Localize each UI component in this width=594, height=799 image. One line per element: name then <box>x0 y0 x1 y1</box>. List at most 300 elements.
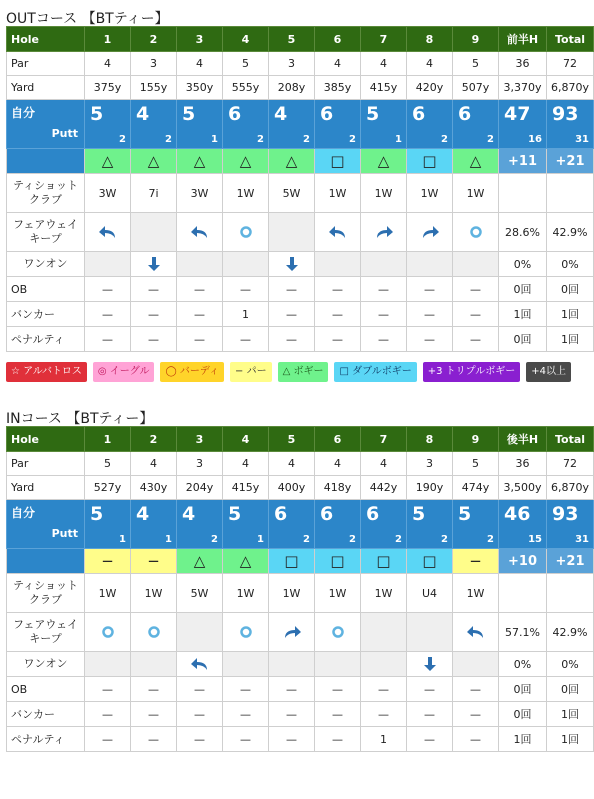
legend-item: ◎ イーグル <box>93 362 155 382</box>
bunker-cell: 1回 <box>499 302 547 327</box>
one-on-label: ワンオン <box>7 652 85 677</box>
fairway-cell <box>85 613 131 652</box>
score-cell <box>315 500 361 549</box>
ob-cell: — <box>453 277 499 302</box>
ob-cell: — <box>131 677 177 702</box>
fairway-cell <box>269 213 315 252</box>
penalty-cell: — <box>223 727 269 752</box>
tee-club-cell: 1W <box>407 174 453 213</box>
result-cell <box>453 549 499 574</box>
fairway-right-arrow-icon <box>420 225 440 238</box>
stroke-count: 6 <box>320 103 334 125</box>
tee-club-cell: 1W <box>223 574 269 613</box>
yard-cell: 6,870y <box>547 476 594 500</box>
one-on-cell <box>361 252 407 277</box>
hole-number: 2 <box>131 27 177 52</box>
par-cell: 4 <box>407 52 453 76</box>
result-symbol-icon: △ <box>469 152 482 170</box>
result-cell <box>453 149 499 174</box>
stroke-count: 46 <box>504 503 531 525</box>
score-label-text: 自分 <box>11 506 36 520</box>
penalty-cell: — <box>407 327 453 352</box>
par-cell: 72 <box>547 452 594 476</box>
bunker-cell: — <box>85 302 131 327</box>
putt-count: 1 <box>211 134 218 145</box>
fairway-cell <box>131 613 177 652</box>
penalty-cell: — <box>361 327 407 352</box>
out-section-title: OUTコース 【BTティー】 <box>6 11 169 27</box>
one-on-row <box>7 252 594 277</box>
penalty-cell: — <box>407 727 453 752</box>
stroke-count: 47 <box>504 103 531 125</box>
penalty-cell: 1回 <box>547 727 594 752</box>
bunker-row <box>7 702 594 727</box>
par-cell: 4 <box>131 452 177 476</box>
fairway-cell <box>223 213 269 252</box>
putt-count: 2 <box>257 134 264 145</box>
penalty-cell: — <box>269 327 315 352</box>
bunker-cell: — <box>315 702 361 727</box>
hole-number: 3 <box>177 427 223 452</box>
putt-count: 2 <box>487 134 494 145</box>
one-on-cell <box>269 252 315 277</box>
result-symbol-icon: △ <box>147 152 160 170</box>
score-cell <box>407 500 453 549</box>
score-row <box>7 100 594 149</box>
bunker-cell: 1回 <box>547 302 594 327</box>
putt-label: Putt <box>51 527 78 540</box>
par-cell: 4 <box>85 52 131 76</box>
penalty-cell: — <box>85 727 131 752</box>
par-label: Par <box>7 52 85 76</box>
one-on-cell <box>407 252 453 277</box>
legend-item: △ ボギー <box>278 362 329 382</box>
tee-club-cell: 1W <box>453 574 499 613</box>
fairway-cell <box>315 613 361 652</box>
result-symbol-icon: □ <box>376 552 391 570</box>
hole-number: Total <box>547 427 594 452</box>
par-cell: 3 <box>131 52 177 76</box>
stroke-count: 5 <box>90 503 104 525</box>
yard-cell: 420y <box>407 76 453 100</box>
putt-count: 1 <box>165 534 172 545</box>
hole-number: 1 <box>85 427 131 452</box>
fairway-hit-circle-icon <box>331 625 345 638</box>
legend-item: ☆ アルバトロス <box>6 362 87 382</box>
bunker-cell: — <box>453 302 499 327</box>
ob-cell: — <box>177 277 223 302</box>
penalty-cell: 0回 <box>499 327 547 352</box>
par-cell: 5 <box>453 52 499 76</box>
score-label <box>7 500 85 549</box>
yard-cell: 155y <box>131 76 177 100</box>
score-cell <box>453 100 499 149</box>
yard-cell: 3,500y <box>499 476 547 500</box>
result-symbol-icon: △ <box>239 552 252 570</box>
over-par-total: +21 <box>547 549 594 574</box>
tee-club-cell <box>499 574 547 613</box>
stroke-count: 5 <box>458 503 472 525</box>
putt-count: 31 <box>575 534 589 545</box>
fairway-cell <box>407 213 453 252</box>
result-cell <box>269 549 315 574</box>
fairway-hit-circle-icon <box>101 625 115 638</box>
result-label <box>7 549 85 574</box>
tee-club-cell <box>547 174 594 213</box>
fairway-row <box>7 613 594 652</box>
penalty-row <box>7 327 594 352</box>
tee-club-cell: 1W <box>361 574 407 613</box>
tee-club-cell <box>499 174 547 213</box>
yard-cell: 442y <box>361 476 407 500</box>
bunker-cell: — <box>223 702 269 727</box>
score-cell <box>361 100 407 149</box>
fairway-label: フェアウェイ キープ <box>7 213 85 252</box>
stroke-count: 6 <box>274 503 288 525</box>
one-on-cell <box>407 652 453 677</box>
score-cell <box>407 100 453 149</box>
tee-club-cell: 3W <box>85 174 131 213</box>
tee-club-cell: 7i <box>131 174 177 213</box>
yard-cell: 418y <box>315 476 361 500</box>
fairway-right-arrow-icon <box>282 625 302 638</box>
putt-count: 2 <box>349 134 356 145</box>
score-cell <box>85 100 131 149</box>
in-scorecard <box>6 426 594 752</box>
yard-label: Yard <box>7 476 85 500</box>
out-scorecard <box>6 26 594 352</box>
legend-item: □ ダブルボギー <box>334 362 416 382</box>
one-on-cell <box>223 252 269 277</box>
hole-number: 3 <box>177 27 223 52</box>
score-cell <box>131 100 177 149</box>
tee-club-row <box>7 174 594 213</box>
one-on-cell <box>315 652 361 677</box>
yard-cell: 555y <box>223 76 269 100</box>
bunker-cell: — <box>269 302 315 327</box>
stroke-count: 93 <box>552 103 579 125</box>
fairway-hit-circle-icon <box>469 225 483 238</box>
fairway-cell <box>361 213 407 252</box>
result-cell <box>361 549 407 574</box>
fairway-left-arrow-icon <box>328 225 348 238</box>
hole-number: 8 <box>407 427 453 452</box>
ob-cell: 0回 <box>547 277 594 302</box>
score-cell <box>547 500 594 549</box>
yard-cell: 415y <box>223 476 269 500</box>
result-symbol-icon: △ <box>193 552 206 570</box>
bunker-cell: — <box>177 702 223 727</box>
result-symbol-icon: □ <box>330 552 345 570</box>
bunker-cell: — <box>131 302 177 327</box>
yard-row <box>7 476 594 500</box>
score-label <box>7 100 85 149</box>
one-on-total: 0% <box>547 252 594 277</box>
result-cell <box>315 549 361 574</box>
fairway-total: 42.9% <box>547 213 594 252</box>
stroke-count: 93 <box>552 503 579 525</box>
yard-cell: 190y <box>407 476 453 500</box>
result-symbol-icon: △ <box>101 152 114 170</box>
putt-label: Putt <box>51 127 78 140</box>
over-par-total: +10 <box>499 549 547 574</box>
result-cell <box>361 149 407 174</box>
putt-count: 2 <box>119 134 126 145</box>
hole-number: 9 <box>453 427 499 452</box>
result-row <box>7 549 594 574</box>
putt-count: 16 <box>528 134 542 145</box>
fairway-cell <box>269 613 315 652</box>
result-symbol-icon: □ <box>422 152 437 170</box>
tee-club-cell: U4 <box>407 574 453 613</box>
putt-count: 15 <box>528 534 542 545</box>
hole-number: 後半H <box>499 427 547 452</box>
score-cell <box>499 500 547 549</box>
result-cell <box>223 549 269 574</box>
stroke-count: 6 <box>320 503 334 525</box>
stroke-count: 6 <box>228 103 242 125</box>
one-on-cell <box>177 252 223 277</box>
one-on-total: 0% <box>499 652 547 677</box>
ob-cell: 0回 <box>499 677 547 702</box>
ob-cell: — <box>223 277 269 302</box>
bunker-cell: — <box>407 302 453 327</box>
result-symbol-icon: − <box>101 552 114 570</box>
tee-club-cell: 1W <box>453 174 499 213</box>
yard-cell: 208y <box>269 76 315 100</box>
penalty-cell: — <box>315 727 361 752</box>
penalty-cell: 1回 <box>547 327 594 352</box>
tee-club-cell: 5W <box>269 174 315 213</box>
result-cell <box>407 549 453 574</box>
one-on-cell <box>315 252 361 277</box>
result-symbol-icon: △ <box>377 152 390 170</box>
score-cell <box>453 500 499 549</box>
stroke-count: 4 <box>136 103 150 125</box>
putt-count: 2 <box>303 534 310 545</box>
fairway-hit-circle-icon <box>239 625 253 638</box>
over-par-total: +11 <box>499 149 547 174</box>
bunker-cell: — <box>85 702 131 727</box>
bunker-cell: 1 <box>223 302 269 327</box>
ob-label: OB <box>7 677 85 702</box>
stroke-count: 5 <box>228 503 242 525</box>
bunker-cell: — <box>453 702 499 727</box>
result-cell <box>85 549 131 574</box>
hole-number: Total <box>547 27 594 52</box>
fairway-cell <box>407 613 453 652</box>
result-symbol-icon: △ <box>193 152 206 170</box>
legend-item: +4以上 <box>526 362 571 382</box>
stroke-count: 5 <box>182 103 196 125</box>
putt-count: 31 <box>575 134 589 145</box>
hole-header: Hole <box>7 27 85 52</box>
result-symbol-icon: □ <box>284 552 299 570</box>
one-on-total: 0% <box>499 252 547 277</box>
fairway-cell <box>315 213 361 252</box>
one-on-cell <box>453 652 499 677</box>
result-cell <box>407 149 453 174</box>
one-on-cell <box>177 652 223 677</box>
legend-item: ◯ バーディ <box>160 362 224 382</box>
par-cell: 4 <box>361 452 407 476</box>
putt-count: 2 <box>487 534 494 545</box>
hole-number: 4 <box>223 427 269 452</box>
bunker-cell: 0回 <box>499 702 547 727</box>
score-legend <box>0 352 594 400</box>
ob-cell: — <box>269 677 315 702</box>
result-cell <box>131 149 177 174</box>
par-cell: 4 <box>361 52 407 76</box>
yard-cell: 400y <box>269 476 315 500</box>
stroke-count: 6 <box>412 103 426 125</box>
par-cell: 5 <box>453 452 499 476</box>
score-cell <box>269 500 315 549</box>
ob-cell: — <box>361 277 407 302</box>
result-cell <box>177 549 223 574</box>
ob-cell: — <box>315 677 361 702</box>
par-label: Par <box>7 452 85 476</box>
par-cell: 5 <box>223 52 269 76</box>
bunker-cell: — <box>361 702 407 727</box>
tee-club-cell: 1W <box>85 574 131 613</box>
bunker-cell: — <box>177 302 223 327</box>
score-label-text: 自分 <box>11 106 36 120</box>
yard-cell: 507y <box>453 76 499 100</box>
putt-count: 2 <box>441 134 448 145</box>
stroke-count: 5 <box>90 103 104 125</box>
score-cell <box>177 100 223 149</box>
hole-number: 6 <box>315 427 361 452</box>
par-cell: 36 <box>499 452 547 476</box>
score-cell <box>547 100 594 149</box>
one-on-row <box>7 652 594 677</box>
par-cell: 3 <box>269 52 315 76</box>
result-symbol-icon: − <box>469 552 482 570</box>
one-on-cell <box>361 652 407 677</box>
yard-cell: 415y <box>361 76 407 100</box>
result-label <box>7 149 85 174</box>
score-cell <box>361 500 407 549</box>
tee-club-cell <box>547 574 594 613</box>
par-cell: 4 <box>315 52 361 76</box>
putt-count: 2 <box>211 534 218 545</box>
ob-cell: — <box>453 677 499 702</box>
stroke-count: 6 <box>366 503 380 525</box>
par-cell: 3 <box>407 452 453 476</box>
tee-club-cell: 1W <box>315 174 361 213</box>
one-on-label: ワンオン <box>7 252 85 277</box>
legend-item: − パー <box>230 362 272 382</box>
penalty-cell: 1 <box>361 727 407 752</box>
tee-club-cell: 1W <box>269 574 315 613</box>
score-cell <box>131 500 177 549</box>
hole-number: 8 <box>407 27 453 52</box>
fairway-cell <box>177 613 223 652</box>
penalty-cell: — <box>453 327 499 352</box>
ob-cell: — <box>177 677 223 702</box>
legend-item: +3 トリプルボギー <box>423 362 521 382</box>
score-cell <box>85 500 131 549</box>
fairway-left-arrow-icon <box>190 225 210 238</box>
penalty-row <box>7 727 594 752</box>
par-cell: 5 <box>85 452 131 476</box>
fairway-right-arrow-icon <box>374 225 394 238</box>
yard-cell: 3,370y <box>499 76 547 100</box>
penalty-cell: — <box>269 727 315 752</box>
hole-number: 2 <box>131 427 177 452</box>
tee-club-cell: 1W <box>361 174 407 213</box>
ob-cell: — <box>131 277 177 302</box>
bunker-cell: 1回 <box>547 702 594 727</box>
score-cell <box>315 100 361 149</box>
bunker-label: バンカー <box>7 302 85 327</box>
ob-row <box>7 677 594 702</box>
one-on-cell <box>223 652 269 677</box>
score-row <box>7 500 594 549</box>
putt-count: 2 <box>395 534 402 545</box>
ob-cell: — <box>407 677 453 702</box>
hole-number: 6 <box>315 27 361 52</box>
over-par-total: +21 <box>547 149 594 174</box>
stroke-count: 5 <box>366 103 380 125</box>
hole-number: 前半H <box>499 27 547 52</box>
par-cell: 72 <box>547 52 594 76</box>
hole-number: 7 <box>361 427 407 452</box>
penalty-cell: — <box>315 327 361 352</box>
yard-row <box>7 76 594 100</box>
hole-number: 5 <box>269 427 315 452</box>
putt-count: 2 <box>349 534 356 545</box>
penalty-cell: — <box>223 327 269 352</box>
putt-count: 2 <box>165 134 172 145</box>
bunker-cell: — <box>315 302 361 327</box>
stroke-count: 4 <box>182 503 196 525</box>
penalty-cell: — <box>131 327 177 352</box>
par-cell: 4 <box>177 52 223 76</box>
fairway-hit-circle-icon <box>239 225 253 238</box>
penalty-cell: — <box>177 727 223 752</box>
ob-cell: — <box>85 677 131 702</box>
hole-number: 4 <box>223 27 269 52</box>
fairway-cell <box>177 213 223 252</box>
par-cell: 36 <box>499 52 547 76</box>
result-symbol-icon: − <box>147 552 160 570</box>
bunker-cell: — <box>407 702 453 727</box>
tee-club-cell: 3W <box>177 174 223 213</box>
one-on-cell <box>269 652 315 677</box>
hole-number: 5 <box>269 27 315 52</box>
one-on-cell <box>131 252 177 277</box>
fairway-total: 28.6% <box>499 213 547 252</box>
result-cell <box>177 149 223 174</box>
header-row <box>7 27 594 52</box>
bunker-cell: — <box>269 702 315 727</box>
putt-count: 2 <box>303 134 310 145</box>
tee-club-cell: 1W <box>131 574 177 613</box>
penalty-cell: — <box>85 327 131 352</box>
putt-count: 1 <box>257 534 264 545</box>
bunker-label: バンカー <box>7 702 85 727</box>
par-row <box>7 52 594 76</box>
one-on-cell <box>85 252 131 277</box>
stroke-count: 4 <box>274 103 288 125</box>
ob-cell: — <box>85 277 131 302</box>
result-symbol-icon: □ <box>422 552 437 570</box>
ob-row <box>7 277 594 302</box>
bunker-row <box>7 302 594 327</box>
ob-cell: — <box>223 677 269 702</box>
